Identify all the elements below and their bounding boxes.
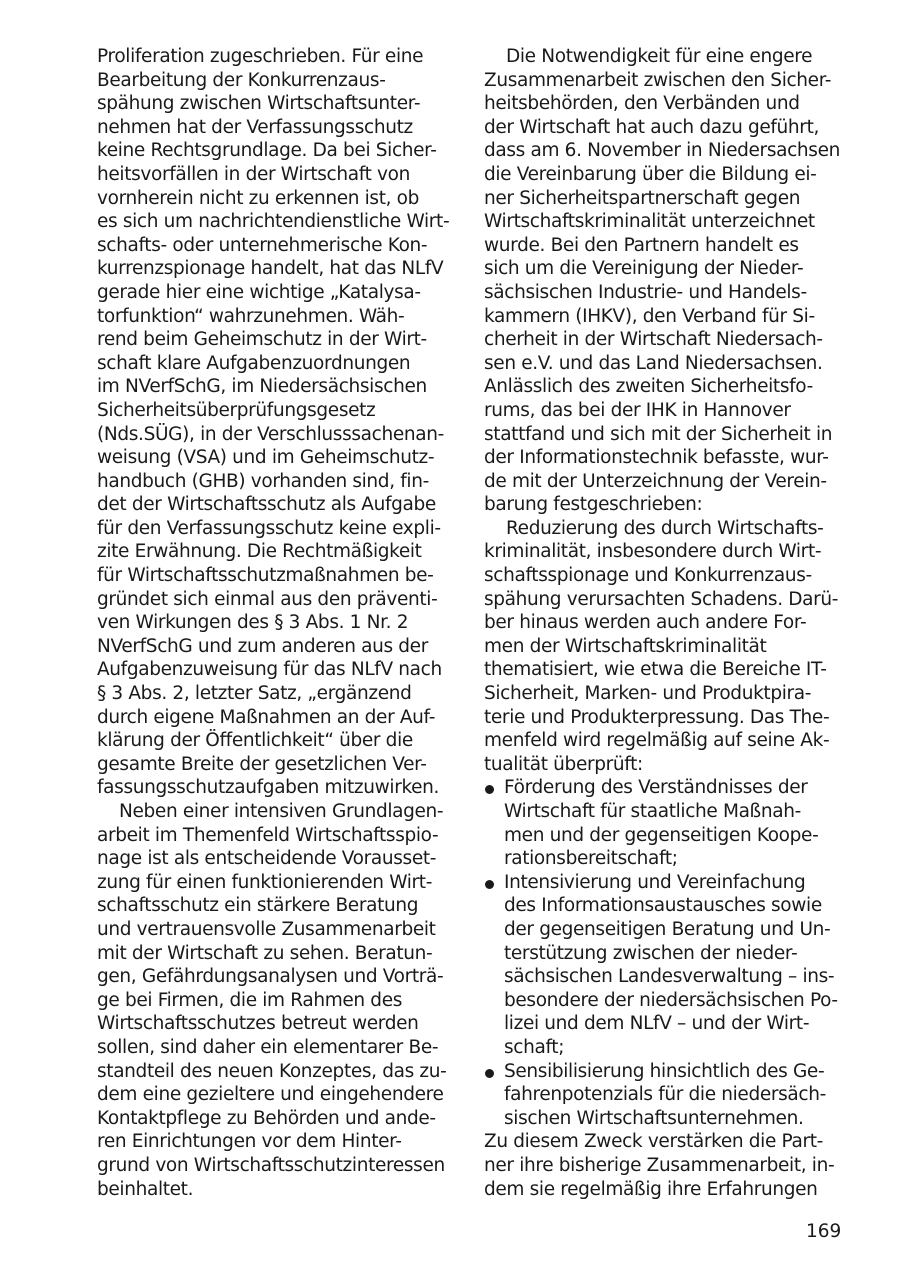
text-line (97, 942, 447, 966)
line-text: schaftsschutz ein stärkere Beratung (97, 895, 419, 917)
line-text: mit der Wirtschaft zu sehen. Beratun- (97, 942, 433, 964)
line-text: keine Rechtsgrundlage. Da bei Sicher- (97, 140, 437, 162)
bullet-icon (485, 1069, 494, 1078)
text-line (97, 1036, 447, 1060)
line-text: men und der gegenseitigen Koope- (504, 824, 819, 846)
text-line (97, 918, 447, 942)
line-text: ge bei Firmen, die im Rahmen des (97, 989, 403, 1011)
line-text: Intensivierung und Vereinfachung (504, 871, 806, 893)
text-line (97, 894, 447, 918)
bullet-item-first-line (484, 776, 836, 800)
line-text: beinhaltet. (97, 1178, 194, 1200)
text-line (97, 800, 447, 824)
text-line (484, 493, 836, 517)
bullet-item-first-line (484, 871, 836, 895)
text-line (97, 139, 447, 163)
text-line (97, 658, 447, 682)
left-column (97, 45, 450, 1201)
line-text: im NVerfSchG, im Niedersächsischen (97, 376, 427, 398)
line-text: rend beim Geheimschutz in der Wirt- (97, 329, 427, 351)
text-line (484, 470, 836, 494)
text-line (484, 116, 836, 140)
bullet-icon (485, 880, 494, 889)
text-line (484, 305, 836, 329)
text-line (484, 399, 836, 423)
bullet-icon (485, 785, 494, 794)
text-line (97, 328, 447, 352)
text-line (97, 753, 447, 777)
text-line (97, 92, 447, 116)
text-line (97, 45, 447, 69)
line-text: Proliferation zugeschrieben. Für eine (97, 46, 424, 67)
page-number: 169 (806, 1221, 842, 1242)
line-text: nehmen hat der Verfassungsschutz (97, 116, 413, 138)
text-line (97, 871, 447, 895)
line-text: sen e.V. und das Land Niedersachsen. (484, 352, 823, 374)
text-line (97, 281, 447, 305)
line-text: § 3 Abs. 2, letzter Satz, „ergänzend (97, 683, 412, 705)
text-line (484, 163, 836, 187)
line-text: standteil des neuen Konzeptes, das zu- (97, 1060, 447, 1082)
line-text: vornherein nicht zu erkennen ist, ob (97, 187, 420, 209)
line-text: lizei und dem NLfV – und der Wirt- (504, 1013, 810, 1035)
text-line (97, 635, 447, 659)
line-text: sächsischen Industrie- und Handels- (484, 281, 807, 303)
text-line (484, 210, 836, 234)
line-text: Bearbeitung der Konkurrenzaus- (97, 69, 386, 91)
line-text: nage ist als entscheidende Vorausset- (97, 848, 437, 870)
text-line (97, 116, 447, 140)
line-text: sich um die Vereinigung der Nieder- (484, 258, 804, 280)
bullet-item-line (484, 918, 836, 942)
line-text: gen, Gefährdungsanalysen und Vorträ- (97, 966, 444, 988)
text-line (97, 1130, 447, 1154)
bullet-item-line (484, 1107, 836, 1131)
line-text: und vertrauensvolle Zusammenarbeit (97, 918, 436, 940)
line-text: für Wirtschaftsschutzmaßnahmen be- (97, 565, 434, 587)
bullet-item-line (484, 1012, 836, 1036)
text-line (484, 257, 836, 281)
bullet-item-line (484, 989, 836, 1013)
text-line (484, 1178, 836, 1202)
text-line (97, 234, 447, 258)
line-text: kurrenzspionage handelt, hat das NLfV (97, 258, 444, 280)
text-line (484, 517, 836, 541)
line-text: NVerfSchG und zum anderen aus der (97, 635, 428, 657)
line-text: die Vereinbarung über die Bildung ei- (484, 163, 817, 185)
text-line (484, 446, 836, 470)
line-text: fassungsschutzaufgaben mitzuwirken. (97, 777, 440, 799)
text-line (97, 210, 450, 234)
text-line (97, 588, 447, 612)
text-line (484, 423, 836, 447)
text-line (97, 611, 447, 635)
text-line (97, 1083, 447, 1107)
line-text: stattfand und sich mit der Sicherheit in (484, 423, 833, 445)
text-line (484, 139, 840, 163)
text-line (97, 1154, 447, 1178)
line-text: sächsischen Landesverwaltung – ins- (504, 966, 835, 988)
line-text: fahrenpotenzials für die niedersäch- (504, 1084, 826, 1106)
text-line (97, 257, 447, 281)
line-text: sollen, sind daher ein elementarer Be- (97, 1036, 439, 1058)
text-line (484, 729, 836, 753)
text-line (484, 328, 836, 352)
text-line (97, 305, 447, 329)
text-line (484, 352, 836, 376)
text-line (484, 635, 836, 659)
line-text: dass am 6. November in Niedersachsen (484, 140, 840, 162)
text-line (97, 399, 447, 423)
line-text: ner Sicherheitspartnerschaft gegen (484, 187, 801, 209)
text-line (484, 611, 836, 635)
bullet-item-line (484, 942, 836, 966)
text-line (484, 1154, 836, 1178)
line-text: Förderung des Verständnisses der (504, 777, 808, 799)
right-column (484, 45, 840, 1201)
text-line (97, 1107, 447, 1131)
line-text: schaft klare Aufgabenzuordnungen (97, 352, 411, 374)
text-line (484, 658, 836, 682)
bullet-item-line (484, 1036, 836, 1060)
line-text: Zusammenarbeit zwischen den Sicher- (484, 69, 832, 91)
text-line (97, 375, 447, 399)
line-text: Sensibilisierung hinsichtlich des Ge- (504, 1060, 825, 1082)
line-text: weisung (VSA) und im Geheimschutz- (97, 447, 435, 469)
line-text: Wirtschaft für staatliche Maßnah- (504, 801, 801, 822)
text-line (97, 1178, 447, 1202)
line-text: arbeit im Themenfeld Wirtschaftsspio- (97, 824, 439, 846)
line-text: Kontaktpflege zu Behörden und ande- (97, 1107, 436, 1129)
text-line (97, 776, 447, 800)
line-text: tualität überprüft: (484, 753, 643, 775)
line-text: gerade hier eine wichtige „Katalysa- (97, 281, 421, 303)
text-line (484, 234, 836, 258)
text-line (97, 540, 447, 564)
line-text: dem eine gezieltere und eingehendere (97, 1084, 444, 1106)
line-text: grund von Wirtschaftsschutzinteressen (97, 1154, 445, 1176)
line-text: des Informationsaustausches sowie (504, 895, 822, 917)
text-line (97, 824, 447, 848)
bullet-item-line (484, 965, 836, 989)
line-text: ner ihre bisherige Zusammenarbeit, in- (484, 1154, 835, 1176)
line-text: der gegenseitigen Beratung und Un- (504, 918, 831, 940)
line-text: der Informationstechnik befasste, wur- (484, 447, 829, 469)
line-text: kammern (IHKV), den Verband für Si- (484, 305, 815, 327)
line-text: terstützung zwischen der nieder- (504, 942, 798, 964)
line-text: schaftsspionage und Konkurrenzaus- (484, 565, 812, 587)
text-line (97, 682, 447, 706)
line-text: terie und Produkterpressung. Das The- (484, 706, 830, 728)
text-line (484, 281, 836, 305)
line-text: gründet sich einmal aus den präventi- (97, 588, 438, 610)
text-line (97, 163, 447, 187)
bullet-item-line (484, 1083, 836, 1107)
text-line (97, 493, 447, 517)
line-text: schafts- oder unternehmerische Kon- (97, 234, 428, 256)
text-line (97, 1012, 447, 1036)
text-line (97, 564, 447, 588)
text-line (484, 92, 836, 116)
bullet-item-first-line (484, 1060, 836, 1084)
line-text: Zu diesem Zweck verstärken die Part- (484, 1131, 823, 1153)
line-text: Die Notwendigkeit für eine engere (506, 46, 813, 67)
text-line (97, 352, 447, 376)
bullet-item-line (484, 824, 836, 848)
line-text: klärung der Öffentlichkeit“ über die (97, 730, 413, 752)
line-text: thematisiert, wie etwa die Bereiche IT- (484, 659, 827, 681)
text-line (97, 517, 447, 541)
line-text: schaft; (504, 1036, 565, 1058)
text-line (484, 375, 836, 399)
text-line (484, 564, 836, 588)
bullet-item-line (484, 800, 836, 824)
line-text: rums, das bei der IHK in Hannover (484, 399, 791, 421)
line-text: Wirtschaftskriminalität unterzeichnet (484, 211, 815, 233)
text-line (97, 989, 447, 1013)
line-text: ven Wirkungen des § 3 Abs. 1 Nr. 2 (97, 612, 409, 634)
line-text: Neben einer intensiven Grundlagen- (119, 801, 444, 822)
text-line (484, 682, 836, 706)
line-text: rationsbereitschaft; (504, 848, 678, 870)
text-line (484, 1130, 836, 1154)
text-line (97, 446, 447, 470)
text-line (484, 45, 836, 69)
line-text: de mit der Unterzeichnung der Verein- (484, 470, 827, 492)
line-text: Sicherheit, Marken- und Produktpira- (484, 683, 812, 705)
line-text: Sicherheitsüberprüfungsgesetz (97, 399, 376, 421)
line-text: dem sie regelmäßig ihre Erfahrungen (484, 1178, 818, 1200)
text-line (97, 423, 447, 447)
line-text: zung für einen funktionierenden Wirt- (97, 871, 433, 893)
line-text: heitsbehörden, den Verbänden und (484, 93, 800, 115)
line-text: barung festgeschrieben: (484, 494, 703, 516)
line-text: besondere der niedersächsischen Po- (504, 989, 838, 1011)
line-text: für den Verfassungsschutz keine expli- (97, 517, 441, 539)
line-text: der Wirtschaft hat auch dazu geführt, (484, 116, 820, 138)
text-line (484, 187, 836, 211)
line-text: (Nds.SÜG), in der Verschlusssachenan- (97, 423, 444, 445)
text-line (97, 965, 447, 989)
text-line (97, 847, 447, 871)
line-text: Aufgabenzuweisung für das NLfV nach (97, 659, 442, 681)
line-text: Anlässlich des zweiten Sicherheitsfo- (484, 376, 813, 398)
line-text: wurde. Bei den Partnern handelt es (484, 234, 799, 256)
line-text: menfeld wird regelmäßig auf seine Ak- (484, 730, 830, 752)
line-text: zite Erwähnung. Die Rechtmäßigkeit (97, 541, 422, 563)
line-text: torfunktion“ wahrzunehmen. Wäh- (97, 305, 405, 327)
text-line (484, 540, 836, 564)
line-text: Reduzierung des durch Wirtschafts- (506, 517, 824, 539)
line-text: kriminalität, insbesondere durch Wirt- (484, 541, 822, 563)
line-text: cherheit in der Wirtschaft Niedersach- (484, 329, 823, 351)
line-text: sischen Wirtschaftsunternehmen. (504, 1107, 804, 1129)
bullet-item-line (484, 894, 836, 918)
line-text: heitsvorfällen in der Wirtschaft von (97, 163, 410, 185)
line-text: men der Wirtschaftskriminalität (484, 635, 767, 657)
text-line (97, 729, 447, 753)
line-text: det der Wirtschaftsschutz als Aufgabe (97, 494, 436, 516)
text-line (97, 470, 447, 494)
text-line (97, 1060, 447, 1084)
text-line (97, 69, 447, 93)
text-line (484, 69, 836, 93)
text-line (97, 187, 447, 211)
bullet-item-line (484, 847, 836, 871)
line-text: gesamte Breite der gesetzlichen Ver- (97, 753, 427, 775)
text-line (484, 706, 836, 730)
line-text: ren Einrichtungen vor dem Hinter- (97, 1131, 402, 1153)
text-line (484, 753, 836, 777)
text-line (97, 706, 447, 730)
line-text: spähung zwischen Wirtschaftsunter- (97, 93, 421, 115)
text-line (484, 588, 839, 612)
line-text: spähung verursachten Schadens. Darü- (484, 588, 839, 610)
line-text: es sich um nachrichtendienstliche Wirt- (97, 211, 450, 233)
line-text: handbuch (GHB) vorhanden sind, fin- (97, 470, 429, 492)
line-text: ber hinaus werden auch andere For- (484, 612, 807, 634)
line-text: Wirtschaftsschutzes betreut werden (97, 1013, 419, 1035)
line-text: durch eigene Maßnahmen an der Auf- (97, 706, 436, 728)
